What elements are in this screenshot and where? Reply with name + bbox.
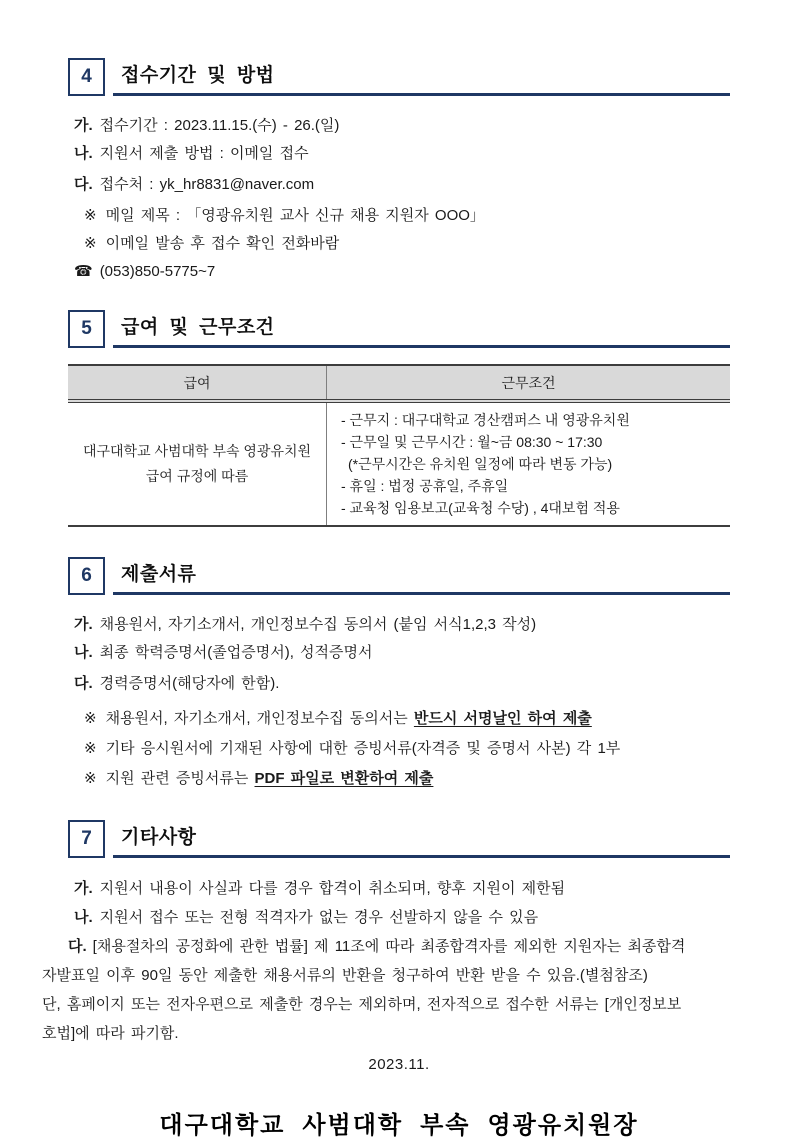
item-label: 다.: [74, 176, 93, 193]
list-item: [68, 874, 730, 903]
section-rule: [113, 855, 730, 858]
reference-mark: ※: [84, 770, 97, 787]
item-label: 다.: [74, 675, 93, 692]
signature-title: 대구대학교 사범대학 부속 영광유치원장: [159, 1113, 639, 1139]
section-title: 급여 및 근무조건: [121, 317, 275, 338]
list-item: [68, 639, 730, 667]
reference-mark: ※: [84, 740, 97, 757]
condition-line: - 휴일 : 법정 공휴일, 주휴일: [341, 478, 509, 494]
paragraph-line: 자발표일 이후 90일 동안 제출한 채용서류의 반환을 청구하여 반환 받을 수 있음.(별첨참조): [42, 967, 648, 984]
section-4: [68, 58, 730, 286]
section-number-box: [68, 820, 105, 858]
condition-line: (*근무시간은 유치원 일정에 따라 변동 가능): [348, 456, 613, 472]
item-label: 가.: [74, 880, 93, 897]
item-text: 채용원서, 자기소개서, 개인정보수집 동의서 (붙임 서식1,2,3 작성): [99, 616, 537, 633]
item-label: 가.: [74, 616, 93, 633]
header-cell-salary: 급여: [68, 366, 327, 399]
list-item: [68, 140, 730, 168]
item-label: 나.: [74, 145, 93, 162]
item-label: 다.: [68, 938, 87, 955]
item-text: 지원서 접수 또는 전형 적격자가 없는 경우 선발하지 않을 수 있음: [99, 909, 539, 926]
section-7-header: [68, 820, 730, 858]
reference-mark: ※: [84, 207, 97, 224]
list-item: [68, 112, 730, 140]
section-number: 6: [81, 565, 92, 586]
note-text: 채용원서, 자기소개서, 개인정보수집 동의서는: [105, 710, 414, 727]
section-number: 4: [81, 66, 92, 87]
section-7: [42, 820, 730, 1048]
section-5-header: [68, 310, 730, 348]
section-6-header: [68, 557, 730, 595]
condition-line: - 교육청 임용보고(교육청 수당) , 4대보험 적용: [341, 500, 620, 516]
salary-line: 급여 규정에 따름: [145, 468, 249, 484]
item-text: 경력증명서(해당자에 한함).: [99, 675, 280, 692]
document-date: 2023.11.: [368, 1056, 430, 1073]
list-item-note: [68, 230, 730, 258]
list-item-note: [68, 704, 730, 734]
list-item: [68, 670, 730, 698]
phone-number: (053)850-5775~7: [99, 263, 216, 280]
reference-mark: ※: [84, 710, 97, 727]
section-title: 기타사항: [121, 827, 197, 848]
item-label: 가.: [74, 117, 93, 134]
section-number-box: [68, 58, 105, 96]
item-text: 메일 제목 : 「영광유치원 교사 신규 채용 지원자 OOO」: [105, 207, 485, 224]
item-label: 나.: [74, 909, 93, 926]
list-item-note: [68, 734, 730, 764]
section-rule: [113, 345, 730, 348]
header-cell-conditions: 근무조건: [501, 374, 556, 391]
table-body-row: [68, 403, 730, 525]
item-text: 지원서 제출 방법 : 이메일 접수: [99, 145, 309, 162]
item-text: 지원서 내용이 사실과 다를 경우 합격이 취소되며, 향후 지원이 제한됨: [99, 880, 566, 897]
salary-cell: [68, 403, 327, 525]
section-5: [68, 310, 730, 527]
salary-table: [68, 364, 730, 527]
section-number: 7: [81, 828, 92, 849]
paragraph-text: [채용절차의 공정화에 관한 법률] 제 11조에 따라 최종합격자를 제외한 지원자는 최종합격: [92, 938, 686, 955]
section-number: 5: [81, 318, 92, 339]
section-rule: [113, 592, 730, 595]
item-text: 이메일 발송 후 접수 확인 전화바람: [105, 235, 340, 252]
paragraph-line: 단, 홈페이지 또는 전자우편으로 제출한 경우는 제외하며, 전자적으로 접수한 서류는 [개인정보보: [42, 996, 682, 1013]
note-emphasis: PDF 파일로 변환하여 제출: [254, 770, 434, 787]
return-policy-paragraph: [42, 932, 752, 1048]
list-item: [68, 903, 730, 932]
note-text: 지원 관련 증빙서류는: [105, 770, 255, 787]
section-title: 접수기간 및 방법: [121, 65, 275, 86]
section-title: 제출서류: [121, 564, 197, 585]
item-text: 접수처 : yk_hr8831@naver.com: [99, 176, 315, 193]
section-rule: [113, 93, 730, 96]
condition-line: - 근무일 및 근무시간 : 월~금 08:30 ~ 17:30: [341, 434, 603, 450]
item-text: 접수기간 : 2023.11.15.(수) - 26.(일): [99, 117, 340, 134]
note-emphasis: 반드시 서명날인 하여 제출: [413, 710, 592, 727]
condition-line: - 근무지 : 대구대학교 경산캠퍼스 내 영광유치원: [341, 412, 630, 428]
section-4-header: [68, 58, 730, 96]
list-item-note: [68, 202, 730, 230]
section-number-box: [68, 310, 105, 348]
item-text: 최종 학력증명서(졸업증명서), 성적증명서: [99, 644, 373, 661]
item-label: 나.: [74, 644, 93, 661]
list-item-note: [68, 764, 730, 794]
list-item: [68, 171, 730, 199]
conditions-cell: [327, 403, 730, 525]
list-item: [68, 611, 730, 639]
table-header-row: [68, 366, 730, 403]
phone-line: [68, 258, 730, 286]
salary-line: 대구대학교 사범대학 부속 영광유치원: [82, 443, 312, 459]
paragraph-line: 호법]에 따라 파기함.: [42, 1025, 179, 1042]
section-6: [68, 557, 730, 794]
section-number-box: [68, 557, 105, 595]
reference-mark: ※: [84, 235, 97, 252]
telephone-icon: ☎: [74, 263, 93, 280]
paragraph-line: [42, 932, 752, 961]
note-text: 기타 응시원서에 기재된 사항에 대한 증빙서류(자격증 및 증명서 사본) 각 1부: [105, 740, 621, 757]
